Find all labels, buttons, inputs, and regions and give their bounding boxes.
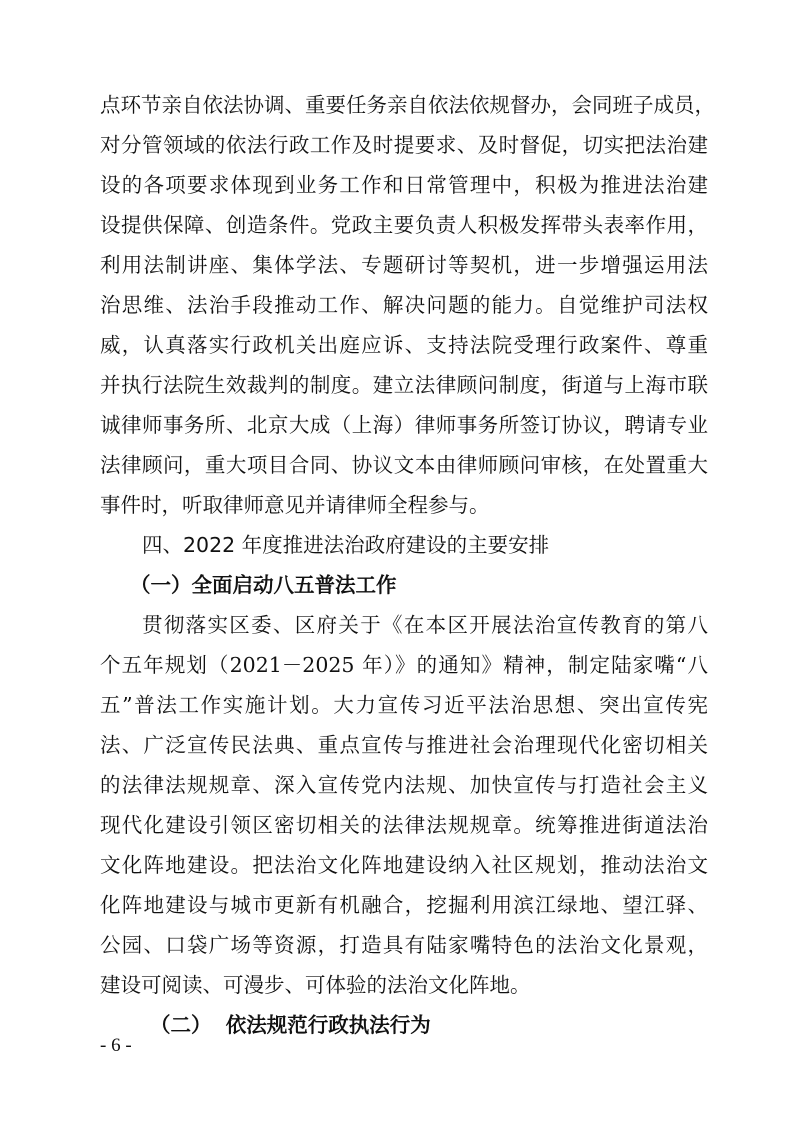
paragraph-line: 现代化建设引领区密切相关的法律法规规章。统筹推进街道法治 <box>100 813 708 837</box>
paragraph-line: 设的各项要求体现到业务工作和日常管理中，积极为推进法治建 <box>100 173 708 197</box>
paragraph-line: 文化阵地建设。把法治文化阵地建设纳入社区规划，推动法治文 <box>100 853 708 877</box>
paragraph-line: 点环节亲自依法协调、重要任务亲自依法依规督办，会同班子成员， <box>100 93 715 117</box>
paragraph-line: 设提供保障、创造条件。党政主要负责人积极发挥带头表率作用， <box>100 213 708 237</box>
subheading: （一）全面启动八五普法工作 <box>130 573 397 597</box>
paragraph-line: 化阵地建设与城市更新有机融合，挖掘利用滨江绿地、望江驿、 <box>100 893 708 917</box>
paragraph-line: 威，认真落实行政机关出庭应诉、支持法院受理行政案件、尊重 <box>100 333 708 357</box>
paragraph-line: 并执行法院生效裁判的制度。建立法律顾问制度，街道与上海市联 <box>100 373 708 397</box>
page-number: - 6 - <box>100 1035 132 1056</box>
paragraph-line: 治思维、法治手段推动工作、解决问题的能力。自觉维护司法权 <box>100 293 708 317</box>
paragraph-line: 诚律师事务所、北京大成（上海）律师事务所签订协议，聘请专业 <box>100 413 708 437</box>
paragraph-line: 的法律法规规章、深入宣传党内法规、加快宣传与打造社会主义 <box>100 773 708 797</box>
paragraph-line: 贯彻落实区委、区府关于《在本区开展法治宣传教育的第八 <box>142 613 708 637</box>
paragraph-line: 法律顾问，重大项目合同、协议文本由律师顾问审核，在处置重大 <box>100 453 708 477</box>
paragraph-line: 个五年规划（2021－2025 年）》的通知》精神，制定陆家嘴“八 <box>100 653 708 677</box>
paragraph-line: 建设可阅读、可漫步、可体验的法治文化阵地。 <box>100 973 531 997</box>
paragraph-line: 公园、口袋广场等资源，打造具有陆家嘴特色的法治文化景观， <box>100 933 708 957</box>
paragraph-line: 事件时，听取律师意见并请律师全程参与。 <box>100 493 490 517</box>
section-heading: 四、2022 年度推进法治政府建设的主要安排 <box>142 533 550 557</box>
subheading: （二） 依法规范行政执法行为 <box>150 1013 431 1037</box>
paragraph-line: 五”普法工作实施计划。大力宣传习近平法治思想、突出宣传宪 <box>100 693 708 717</box>
paragraph-line: 利用法制讲座、集体学法、专题研讨等契机，进一步增强运用法 <box>100 253 708 277</box>
paragraph-line: 对分管领域的依法行政工作及时提要求、及时督促，切实把法治建 <box>100 133 708 157</box>
paragraph-line: 法、广泛宣传民法典、重点宣传与推进社会治理现代化密切相关 <box>100 733 708 757</box>
